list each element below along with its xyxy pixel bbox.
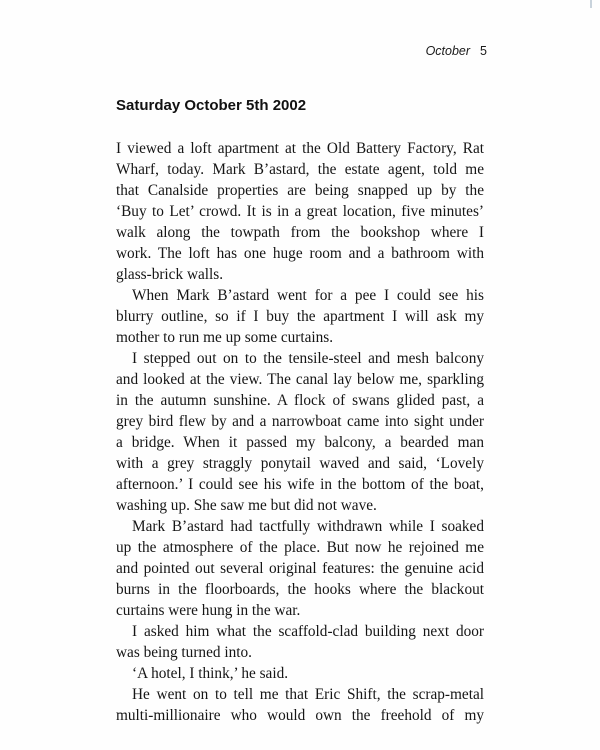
text-line: up the atmosphere of the place. But now he rejoined me — [116, 539, 484, 556]
running-head — [426, 44, 487, 58]
text-line: that Canalside properties are being snapped up by the — [116, 182, 484, 199]
text-line: work. The loft has one huge room and a bathroom with — [116, 245, 484, 262]
text-line: ‘A hotel, I think,’ he said. — [132, 665, 289, 682]
text-line: He went on to tell me that Eric Shift, the scrap-metal — [132, 686, 484, 703]
page-number: 5 — [480, 44, 487, 58]
text-line: afternoon.’ I could see his wife in the bottom of the boat, — [116, 476, 484, 493]
text-line: in the autumn sunshine. A flock of swans glided past, a — [116, 392, 484, 409]
entry-body — [116, 138, 484, 726]
text-line: was being turned into. — [116, 644, 252, 661]
text-line: washing up. She saw me but did not wave. — [116, 497, 377, 514]
text-line: multi-millionaire who would own the freehold of my — [116, 707, 484, 724]
text-line: Wharf, today. Mark B’astard, the estate agent, told me — [116, 161, 484, 178]
text-line: mother to run me up some curtains. — [116, 329, 334, 346]
text-line: blurry outline, so if I buy the apartment I will ask my — [116, 308, 484, 325]
text-line: When Mark B’astard went for a pee I could see his — [132, 287, 484, 304]
text-line: a bridge. When it passed my balcony, a bearded man — [116, 434, 484, 451]
text-line: I asked him what the scaffold-clad building next door — [132, 623, 484, 640]
text-line: grey bird flew by and a narrowboat came into sight under — [116, 413, 484, 430]
text-line: walk along the towpath from the bookshop where I — [116, 224, 484, 241]
entry-heading: Saturday October 5th 2002 — [116, 97, 307, 114]
text-line: and pointed out several original features: the genuine acid — [116, 560, 484, 577]
running-head-month: October — [425, 44, 471, 58]
text-line: I viewed a loft apartment at the Old Battery Factory, Rat — [116, 140, 484, 157]
text-line: Mark B’astard had tactfully withdrawn while I soaked — [132, 518, 484, 535]
text-line: glass-brick walls. — [116, 266, 224, 283]
text-line: curtains were hung in the war. — [116, 602, 301, 619]
scan-edge-mark — [590, 0, 592, 8]
text-line: with a grey straggly ponytail waved and said, ‘Lovely — [116, 455, 484, 472]
text-line: and looked at the view. The canal lay below me, sparkling — [116, 371, 484, 388]
text-line: ‘Buy to Let’ crowd. It is in a great location, five minutes’ — [116, 203, 484, 220]
text-line: burns in the floorboards, the hooks where the blackout — [116, 581, 484, 598]
text-line: I stepped out on to the tensile-steel and mesh balcony — [132, 350, 484, 367]
